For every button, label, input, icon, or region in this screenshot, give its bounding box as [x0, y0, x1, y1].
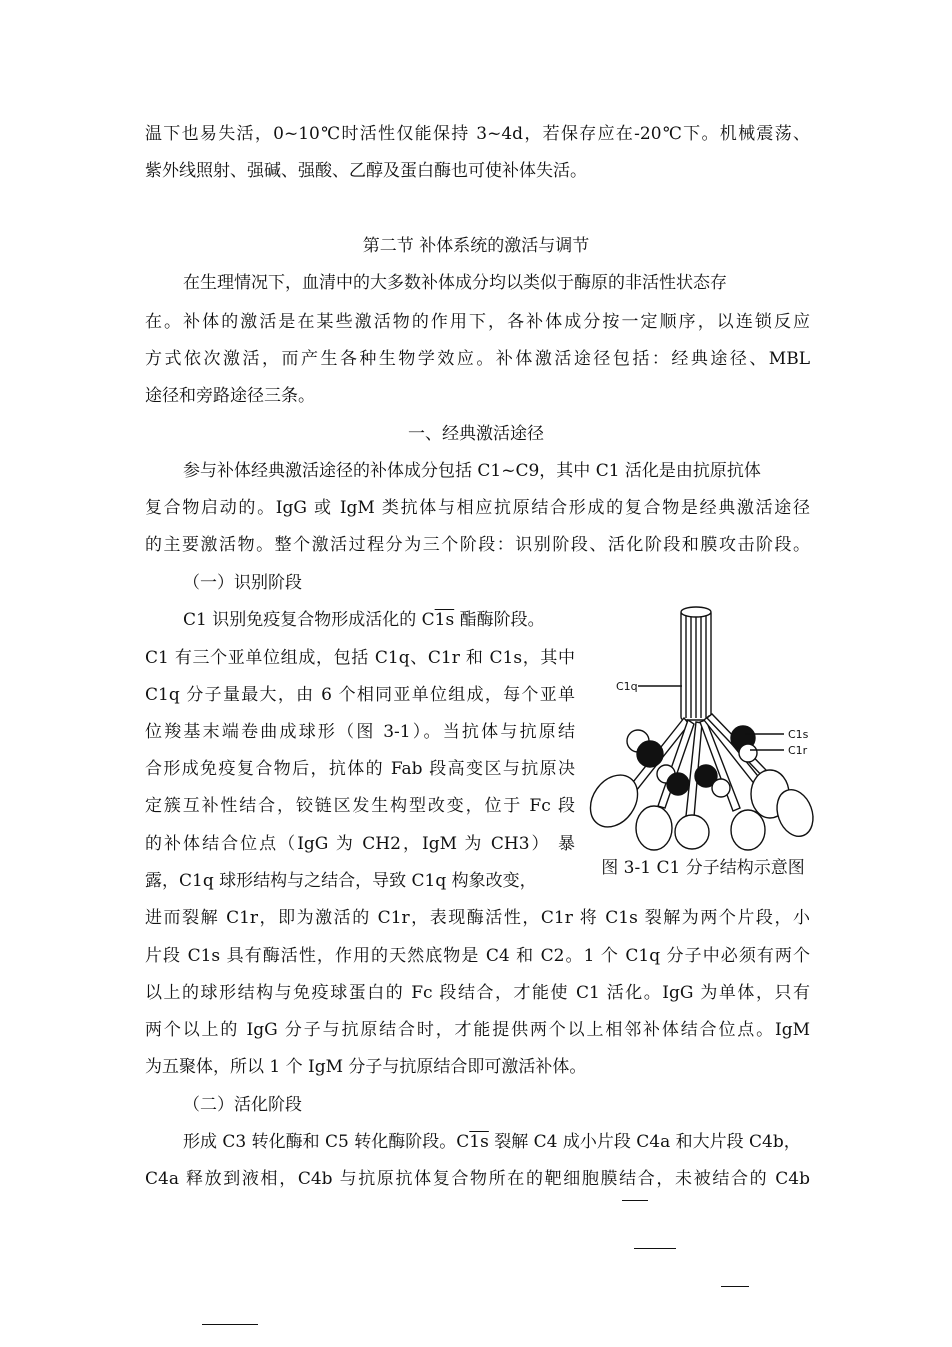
paragraph-line: 片段 C1s 具有酶活性，作用的天然底物是 C4 和 C2。1 个 C1q 分子中必须有两个 — [145, 946, 810, 966]
paragraph-line: C4a 释放到液相，C4b 与抗原抗体复合物所在的靶细胞膜结合，未被结合的 C4b — [145, 1169, 810, 1189]
globular-head — [636, 806, 672, 850]
figure-label: C1q — [616, 680, 638, 693]
globular-head — [731, 810, 765, 850]
paragraph-line: 参与补体经典激活途径的补体成分包括 C1~C9，其中 C1 活化是由抗原抗体 — [183, 461, 761, 481]
paragraph-line: 以上的球形结构与免疫球蛋白的 Fc 段结合，才能使 C1 活化。IgG 为单体，只有 — [145, 983, 810, 1003]
paragraph-line: C1 有三个亚单位组成，包括 C1q、C1r 和 C1s，其中 — [145, 648, 575, 668]
overline-fragment — [202, 1324, 258, 1325]
text-run: 形成 C3 转化酶和 C5 转化酶阶段。C — [183, 1132, 470, 1152]
paragraph-line: 为五聚体，所以 1 个 IgM 分子与抗原结合即可激活补体。 — [145, 1057, 587, 1077]
text-run: 裂解 C4 成小片段 C4a 和大片段 C4b， — [488, 1132, 801, 1152]
paragraph-line: 两个以上的 IgG 分子与抗原结合时，才能提供两个以上相邻补体结合位点。IgM — [145, 1020, 810, 1040]
figure-label: C1r — [788, 744, 808, 757]
c1r-subunit — [739, 744, 757, 762]
paragraph-line: 温下也易失活，0~10℃时活性仅能保持 3~4d，若保存应在-20℃下。机械震荡、 — [145, 124, 810, 144]
c1s-subunit — [637, 741, 663, 767]
text-run: 酯酶阶段。 — [454, 610, 545, 630]
paragraph-line: 在生理情况下，血清中的大多数补体成分均以类似于酶原的非活性状态存 — [183, 273, 727, 293]
paragraph-line: 复合物启动的。IgG 或 IgM 类抗体与相应抗原结合形成的复合物是经典激活途径 — [145, 498, 810, 518]
c1-structure-diagram — [588, 606, 818, 851]
paragraph-line: 在。补体的激活是在某些激活物的作用下，各补体成分按一定顺序，以连锁反应 — [145, 312, 810, 332]
paragraph-line — [183, 608, 545, 632]
paragraph-line: 途径和旁路途径三条。 — [145, 386, 315, 406]
c1r-subunit — [712, 779, 730, 797]
paragraph-line: 方式依次激活，而产生各种生物学效应。补体激活途径包括：经典途径、MBL — [145, 349, 810, 369]
overline-fragment — [721, 1286, 749, 1287]
overlined-term: 1s — [469, 1132, 489, 1152]
stage-heading: （二）活化阶段 — [183, 1095, 302, 1115]
figure-caption: 图 3-1 C1 分子结构示意图 — [601, 858, 805, 878]
paragraph-line: 位羧基末端卷曲成球形（图 3-1）。当抗体与抗原结 — [145, 722, 575, 742]
paragraph-line: 露，C1q 球形结构与之结合，导致 C1q 构象改变， — [145, 871, 537, 891]
paragraph-line: 合形成免疫复合物后，抗体的 Fab 段高变区与抗原决 — [145, 759, 575, 779]
paragraph-line — [183, 1130, 801, 1154]
section-title: 第二节 补体系统的激活与调节 — [362, 236, 590, 256]
stage-heading: （一）识别阶段 — [183, 573, 302, 593]
paragraph-line: 的补体结合位点（IgG 为 CH2，IgM 为 CH3） 暴 — [145, 834, 575, 854]
paragraph-line: 进而裂解 C1r，即为激活的 C1r，表现酶活性，C1r 将 C1s 裂解为两个片段，小 — [145, 908, 810, 928]
figure-label: C1s — [788, 728, 809, 741]
paragraph-line: 紫外线照射、强碱、强酸、乙醇及蛋白酶也可使补体失活。 — [145, 161, 587, 181]
overlined-term: 1s — [434, 610, 455, 630]
globular-head — [675, 815, 709, 849]
paragraph-line: 定簇互补性结合，铰链区发生构型改变，位于 Fc 段 — [145, 796, 575, 816]
c1-structure-figure — [588, 606, 818, 851]
overline-fragment — [634, 1248, 676, 1249]
paragraph-line: 的主要激活物。整个激活过程分为三个阶段：识别阶段、活化阶段和膜攻击阶段。 — [145, 535, 810, 555]
text-run: C1 识别免疫复合物形成活化的 C — [183, 610, 435, 630]
stalk-top — [681, 607, 711, 617]
paragraph-line: C1q 分子量最大，由 6 个相同亚单位组成，每个亚单 — [145, 685, 575, 705]
subsection-title: 一、经典激活途径 — [408, 424, 544, 444]
overline-fragment — [622, 1200, 648, 1201]
c1s-subunit — [667, 773, 689, 795]
